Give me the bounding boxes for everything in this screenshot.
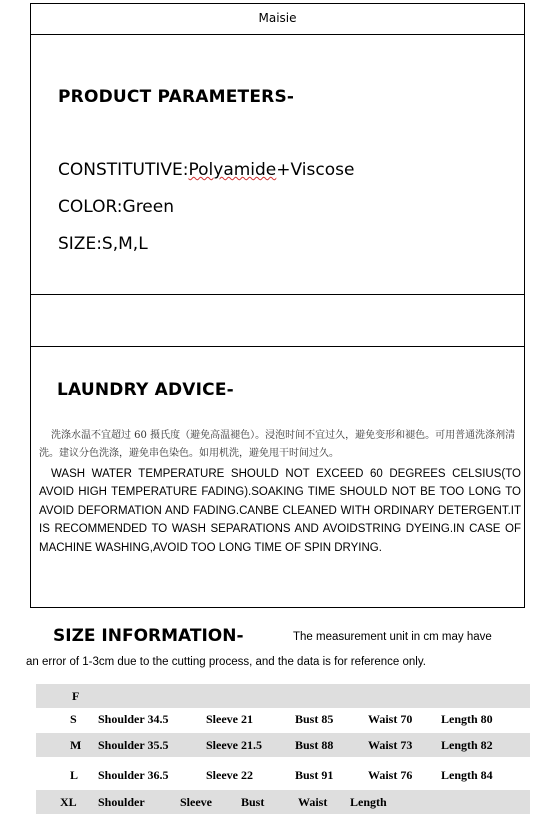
size-label: SIZE: xyxy=(58,234,102,254)
size-label: L xyxy=(70,768,79,782)
bust-value: Bust 91 xyxy=(295,768,334,782)
laundry-text-chinese: 洗涤水温不宜超过 60 摄氏度（避免高温褪色）。浸泡时间不宜过久，避免变形和褪色。可用普通洗涤剂清洗。建议分色洗涤，避免串色染色。如用机洗，避免甩干时间过久。 xyxy=(39,430,516,459)
size-line xyxy=(58,234,148,254)
bust-value: Bust xyxy=(241,795,265,809)
constitutive-value-a: Polyamide xyxy=(188,160,277,180)
laundry-advice-title: LAUNDRY ADVICE- xyxy=(57,380,234,400)
size-row-l xyxy=(36,763,530,787)
constitutive-line xyxy=(58,160,354,180)
product-parameters-section xyxy=(30,35,525,295)
waist-value: Waist 76 xyxy=(368,768,413,782)
sleeve-value: Sleeve xyxy=(180,795,212,809)
size-label: XL xyxy=(60,795,77,809)
color-value: Green xyxy=(122,197,174,217)
product-parameters-title: PRODUCT PARAMETERS- xyxy=(58,87,295,107)
constitutive-value-b: +Viscose xyxy=(276,160,355,180)
laundry-advice-section xyxy=(30,347,525,608)
shoulder-value: Shoulder 34.5 xyxy=(98,712,169,726)
shoulder-value: Shoulder 35.5 xyxy=(98,738,169,752)
size-information-title: SIZE INFORMATION- xyxy=(53,626,244,646)
brand-header xyxy=(30,3,525,35)
sleeve-value: Sleeve 21 xyxy=(206,712,253,726)
length-value: Length 82 xyxy=(441,738,493,752)
waist-value: Waist 70 xyxy=(368,712,413,726)
sleeve-value: Sleeve 21.5 xyxy=(206,738,262,752)
brand-name: Maisie xyxy=(258,11,297,25)
size-row-m xyxy=(36,733,530,757)
color-line xyxy=(58,197,174,217)
size-label: M xyxy=(70,738,82,752)
shoulder-value: Shoulder 36.5 xyxy=(98,768,169,782)
constitutive-label: CONSTITUTIVE: xyxy=(58,160,189,180)
waist-value: Waist 73 xyxy=(368,738,413,752)
size-note-line-2: an error of 1-3cm due to the cutting process, and the data is for reference only. xyxy=(26,656,426,668)
length-value: Length 80 xyxy=(441,712,493,726)
size-label: S xyxy=(70,712,77,726)
bust-value: Bust 88 xyxy=(295,738,334,752)
length-value: Length 84 xyxy=(441,768,493,782)
empty-divider-section xyxy=(30,295,525,347)
laundry-text-english: WASH WATER TEMPERATURE SHOULD NOT EXCEED 60 DEGREES CELSIUS(TO AVOID HIGH TEMPERATURE FADING).SOAKING TIME SHOULD NOT BE TOO LONG TO AVOID DEFORMATION AND FADING.CANBE CLEANED WITH ORDINARY DETERGENT.IT IS RECOMMENDED TO WASH SEPARATIONS AND AVOIDSTRING DYEING.IN CASE OF MACHINE WASHING,AVOID TOO LONG TIME OF SPIN DRYING. xyxy=(39,468,521,554)
sleeve-value: Sleeve 22 xyxy=(206,768,253,782)
length-value: Length xyxy=(350,795,387,809)
color-label: COLOR: xyxy=(58,197,123,217)
waist-value: Waist xyxy=(298,795,328,809)
bust-value: Bust 85 xyxy=(295,712,334,726)
size-value: S,M,L xyxy=(101,234,148,254)
shoulder-value: Shoulder xyxy=(98,795,145,809)
size-row-xl xyxy=(36,790,530,814)
size-label: F xyxy=(72,689,80,703)
size-row-f xyxy=(36,684,530,708)
size-note-line-1: The measurement unit in cm may have xyxy=(293,631,492,643)
size-row-s xyxy=(36,707,530,731)
